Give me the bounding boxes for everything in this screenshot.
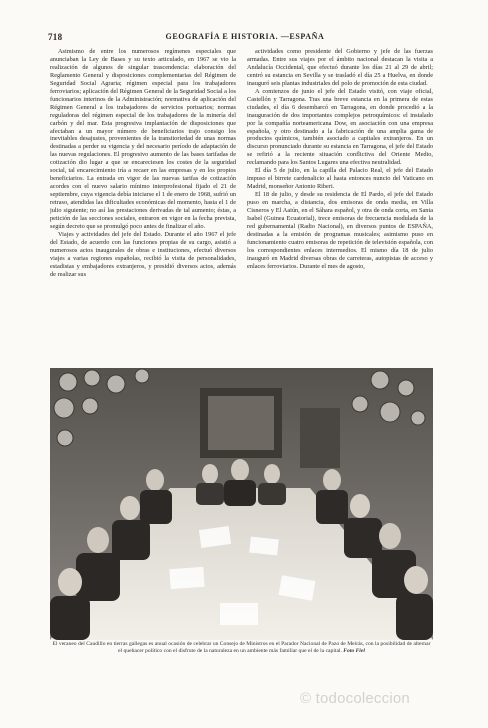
paragraph: El día 5 de julio, en la capilla del Palacio Real, el jefe del Estado impuso el birrete cardenalicio al hasta entonces nuncio del Vaticano en Madrid, monseñor Antonio Riberi. (247, 167, 433, 191)
council-of-ministers-photo (50, 368, 433, 640)
paragraph: El 18 de julio, y desde su residencia de El Pardo, el jefe del Estado puso en marcha, a distancia, dos emisoras de onda media, en Villa Cisneros y El Aaiún, en el Sáhara español, y otra de onda corta, en Santa Isabel (Guinea Ecuatorial), trece emisoras de frecuencia modulada de la red gubernamental (Radio Nacional), en diversos puntos de ESPAÑA, destinadas a la emisión de programas musicales; asimismo puso en funcionamiento cuatro emisoras de repetición de televisión española, con los correspondientes enlaces intermedios. El mismo día 18 de julio inauguró en Madrid diversas obras de carreteras, autopistas de acceso y enlaces ferroviarios. Durante el mes de agosto, (247, 191, 433, 270)
paragraph: Viajes y actividades del jefe del Estado. Durante el año 1967 el jefe del Estado, de acuerdo con las funciones propias de su cargo, asistió a numerosos actos inaugurales de obras e instituciones, efectuó diversos viajes a varias regiones españolas, recibió la visita de personalidades, estadistas y embajadores extranjeros, y presidió diversos actos, además de realizar sus (50, 230, 236, 278)
page-number: 718 (48, 32, 63, 42)
watermark: © todocoleccion (300, 690, 410, 707)
paragraph: Asimismo de entre los numerosos regímenes especiales que anunciaban la Ley de Bases y su texto articulado, en 1967 se vio la realización de algunos de singular trascendencia: elaboración del Reglamento General y disposiciones complementarias del Régimen de Seguridad Social Agraria; régimen especial para los trabajadores ferroviarios; aplicación del Régimen General de la Seguridad Social a los funcionarios interinos de la Administración; normativa de aplicación del Régimen General a los trabajadores de servicios portuarios; normas reguladoras del régimen especial de los trabajadores de la minería del carbón y del mar. Esta progresiva implantación de disposiciones que afectaban a un mayor número de beneficiarios trajo consigo los inevitables desajustes, provenientes de la transitoriedad de unas normas destinadas a perder su vigencia y del necesario período de adaptación de las nuevas regulaciones. El progresivo aumento de las bases tarifadas de cotización dio lugar a que se encareciesen los costes de la seguridad social, tal encarecimiento iría a recaer en las empresas y en los propios beneficiarios. La entrada en vigor de las nuevas tarifas de cotización acordes con el nuevo salario mínimo interprofesional fijado el 21 de septiembre, cuya vigencia debía iniciarse el 1 de enero de 1968, sufrió un retraso, atendidas las dificultades económicas del momento, hasta el 1 de julio siguiente; no así las prestaciones derivadas de tal aumento; éstas, a petición de las secciones sociales, entraron en vigor en la fecha prevista, según decreto que se promulgó poco antes de finalizar el año. (50, 48, 236, 230)
right-text-column (247, 48, 433, 364)
paragraph: actividades como presidente del Gobierno y jefe de las fuerzas armadas. Entre sus viajes por el ámbito nacional destacan la visita a Andalucía Occidental, que efectuó durante los días 21 al 29 de abril; centró su estancia en Sevilla y se trasladó el día 25 a Huelva, en donde inauguró seis plantas industriales del polo de promoción de esta ciudad. (247, 48, 433, 87)
photo-illustration (50, 368, 433, 640)
left-text-column (50, 48, 236, 364)
caption-text: El veraneo del Caudillo en tierras gallegas es anual ocasión de celebrar un Consejo de Ministros en el Parador Nacional de Pazo de Meirás, con la posibilidad de alternar el quehacer político con el disfrute de la naturaleza en un ambiente más familiar que el de la capital. (52, 641, 431, 654)
paragraph: A comienzos de junio el jefe del Estado visitó, con viaje oficial, Castellón y Tarragona. Tras una breve estancia en la primera de estas ciudades, el día 6 desembarcó en Tarragona, en donde procedió a la inauguración de dos importantes complejos petroquímicos: el instalado por la compañía norteamericana Dow, en asociación con una empresa española, y otro destinado a la fabricación de una amplia gama de productos químicos, también asociado a capitales extranjeros. En un discurso pronunciado durante su estancia en Tarragona, el jefe del Estado se refirió a la reciente situación conflictiva del Oriente Medio, reclamando para los Santos Lugares una efectiva neutralidad. (247, 87, 433, 167)
photo-caption (50, 641, 433, 655)
page-header (48, 32, 442, 46)
photo-credit: Foto Fiel (343, 648, 365, 654)
running-title: GEOGRAFÍA E HISTORIA. —ESPAÑA (165, 32, 325, 41)
